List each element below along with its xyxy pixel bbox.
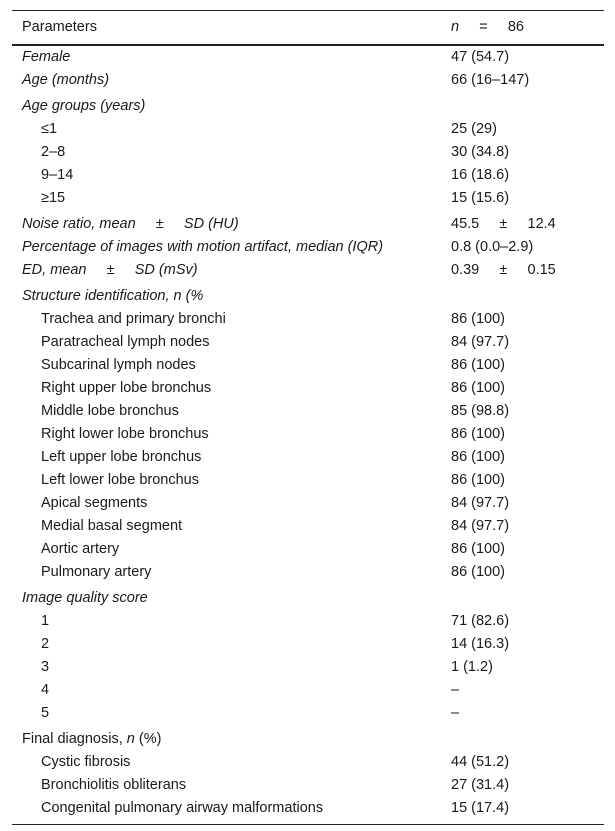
- row-label: Medial basal segment: [41, 518, 183, 534]
- row-value: 85 (98.8): [451, 403, 510, 419]
- table-row: [12, 751, 604, 774]
- row-value: 47 (54.7): [451, 49, 510, 65]
- row-value: 25 (29): [451, 121, 497, 137]
- table-row: [12, 492, 604, 515]
- row-label: Paratracheal lymph nodes: [41, 334, 210, 350]
- row-label: Cystic fibrosis: [41, 754, 131, 770]
- row-label: Noise ratio, mean ± SD (HU): [22, 216, 239, 232]
- row-label: ED, mean ± SD (mSv): [22, 262, 198, 278]
- row-value: 86 (100): [451, 357, 506, 373]
- table-row: [12, 702, 604, 725]
- row-value: 14 (16.3): [451, 636, 510, 652]
- row-value: 86 (100): [451, 380, 506, 396]
- table-row: [12, 164, 604, 187]
- row-value: 15 (15.6): [451, 190, 510, 206]
- row-value: 16 (18.6): [451, 167, 510, 183]
- table-row: [12, 774, 604, 797]
- row-label: 2–8: [41, 144, 66, 160]
- row-value: 86 (100): [451, 564, 506, 580]
- table-row-age: [12, 69, 604, 92]
- row-label: 5: [41, 705, 50, 721]
- header-n-eq: =: [479, 19, 488, 35]
- row-label: Right upper lobe bronchus: [41, 380, 212, 396]
- row-label: 2: [41, 636, 50, 652]
- row-label: Trachea and primary bronchi: [41, 311, 226, 327]
- group-title-age-groups: [12, 95, 604, 118]
- group-title: Final diagnosis, n (%): [22, 731, 162, 747]
- table-row-ed: [12, 259, 604, 282]
- row-label: Percentage of images with motion artifact, median (IQR): [22, 239, 384, 255]
- row-label: 4: [41, 682, 50, 698]
- table-row: [12, 538, 604, 561]
- row-value: 84 (97.7): [451, 518, 510, 534]
- row-label: Subcarinal lymph nodes: [41, 357, 196, 373]
- row-label: Female: [22, 49, 71, 65]
- group-title: Age groups (years): [22, 98, 146, 114]
- table-row: [12, 308, 604, 331]
- table-row: [12, 354, 604, 377]
- group-title-quality: [12, 587, 604, 610]
- row-value: 86 (100): [451, 472, 506, 488]
- table-row-noise-ratio: [12, 213, 604, 236]
- row-value: 30 (34.8): [451, 144, 510, 160]
- group-title: Image quality score: [22, 590, 148, 606]
- table-row: [12, 469, 604, 492]
- table-row: [12, 331, 604, 354]
- row-label: Left upper lobe bronchus: [41, 449, 202, 465]
- table-row: [12, 656, 604, 679]
- row-value: 15 (17.4): [451, 800, 510, 816]
- header-parameters: Parameters: [22, 19, 97, 35]
- table-row-motion-artifact: [12, 236, 604, 259]
- table-header: [12, 11, 604, 44]
- row-label: 3: [41, 659, 50, 675]
- group-title-structure: [12, 285, 604, 308]
- header-n-value: 86: [507, 19, 524, 35]
- characteristics-table: [12, 10, 604, 825]
- header-n: [447, 11, 604, 44]
- row-value: 86 (100): [451, 311, 506, 327]
- table-row: [12, 187, 604, 210]
- row-value: 71 (82.6): [451, 613, 510, 629]
- table-row: [12, 679, 604, 702]
- row-label: Bronchiolitis obliterans: [41, 777, 187, 793]
- row-value: 66 (16–147): [451, 72, 530, 88]
- header-n-letter: n: [451, 19, 460, 35]
- table-bottom-rule: [12, 824, 604, 825]
- row-label: ≤1: [41, 121, 58, 137]
- table-row: [12, 141, 604, 164]
- table-row: [12, 633, 604, 656]
- row-value: 27 (31.4): [451, 777, 510, 793]
- row-label: 1: [41, 613, 50, 629]
- row-value: 1 (1.2): [451, 659, 493, 675]
- table-row: [12, 610, 604, 633]
- row-value: 0.39 ± 0.15: [451, 262, 556, 278]
- row-value: 45.5 ± 12.4: [451, 216, 556, 232]
- row-label: Apical segments: [41, 495, 148, 511]
- row-label: 9–14: [41, 167, 74, 183]
- table-row: [12, 797, 604, 820]
- row-label: Middle lobe bronchus: [41, 403, 179, 419]
- group-title-diagnosis: [12, 728, 604, 751]
- table-row: [12, 446, 604, 469]
- row-label: Left lower lobe bronchus: [41, 472, 199, 488]
- row-value: –: [451, 705, 460, 721]
- row-label: ≥15: [41, 190, 66, 206]
- row-label: Pulmonary artery: [41, 564, 152, 580]
- row-label: Right lower lobe bronchus: [41, 426, 209, 442]
- table-row: [12, 561, 604, 584]
- table-row: [12, 515, 604, 538]
- table-row-female: [12, 46, 604, 69]
- table-row: [12, 423, 604, 446]
- row-value: 84 (97.7): [451, 495, 510, 511]
- row-value: 86 (100): [451, 449, 506, 465]
- row-label: Congenital pulmonary airway malformations: [41, 800, 324, 816]
- row-label: Age (months): [22, 72, 110, 88]
- table-row: [12, 400, 604, 423]
- row-value: 0.8 (0.0–2.9): [451, 239, 534, 255]
- row-value: 86 (100): [451, 426, 506, 442]
- row-value: 84 (97.7): [451, 334, 510, 350]
- group-title: Structure identification, n (%: [22, 288, 204, 304]
- row-value: 44 (51.2): [451, 754, 510, 770]
- row-value: –: [451, 682, 460, 698]
- table-row: [12, 377, 604, 400]
- table-row: [12, 118, 604, 141]
- row-value: 86 (100): [451, 541, 506, 557]
- row-label: Aortic artery: [41, 541, 120, 557]
